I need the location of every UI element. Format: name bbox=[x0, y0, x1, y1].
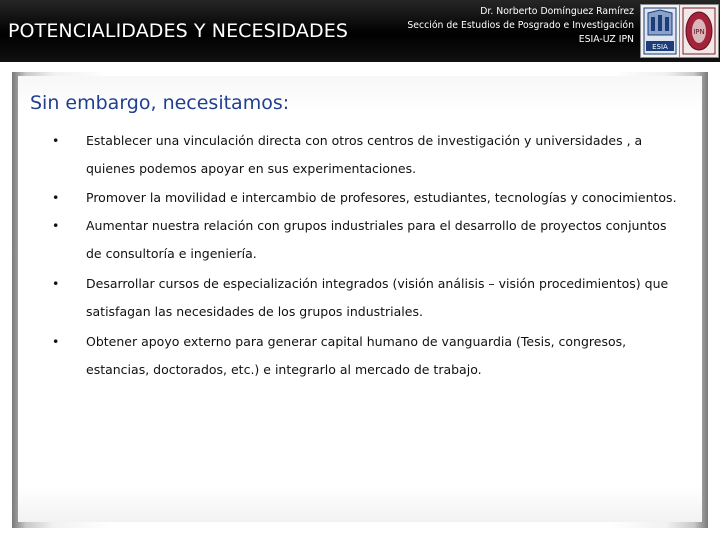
list-item-continuation: satisfagan las necesidades de los grupos industriales. bbox=[86, 304, 423, 319]
bullet-marker: • bbox=[52, 190, 60, 205]
list-item: Promover la movilidad e intercambio de profesores, estudiantes, tecnologías y conocimientos. bbox=[86, 190, 677, 205]
section-subtitle: Sin embargo, necesitamos: bbox=[30, 92, 290, 114]
institution-name: ESIA-UZ IPN bbox=[578, 34, 634, 45]
list-item: Desarrollar cursos de especialización integrados (visión análisis – visión procedimientos) que bbox=[86, 276, 669, 291]
ipn-logo-text: IPN bbox=[693, 28, 705, 36]
list-item-continuation: estancias, doctorados, etc.) e integrarlo al mercado de trabajo. bbox=[86, 362, 482, 377]
list-item-continuation: quienes podemos apoyar en sus experimentaciones. bbox=[86, 161, 417, 176]
list-item: Establecer una vinculación directa con otros centros de investigación y universidades , a bbox=[86, 133, 643, 148]
list-item: Obtener apoyo externo para generar capital humano de vanguardia (Tesis, congresos, bbox=[86, 334, 627, 349]
page-title: POTENCIALIDADES Y NECESIDADES bbox=[8, 20, 349, 42]
section-name: Sección de Estudios de Posgrado e Investigación bbox=[407, 20, 634, 31]
list-item: Aumentar nuestra relación con grupos industriales para el desarrollo de proyectos conjuntos bbox=[86, 218, 667, 233]
bullet-marker: • bbox=[52, 133, 60, 148]
list-item-continuation: de consultoría e ingeniería. bbox=[86, 246, 257, 261]
bullet-marker: • bbox=[52, 276, 60, 291]
bullet-marker: • bbox=[52, 334, 60, 349]
bullet-marker: • bbox=[52, 218, 60, 233]
author-name: Dr. Norberto Domínguez Ramírez bbox=[480, 6, 634, 17]
esia-logo-text: ESIA bbox=[652, 43, 668, 51]
